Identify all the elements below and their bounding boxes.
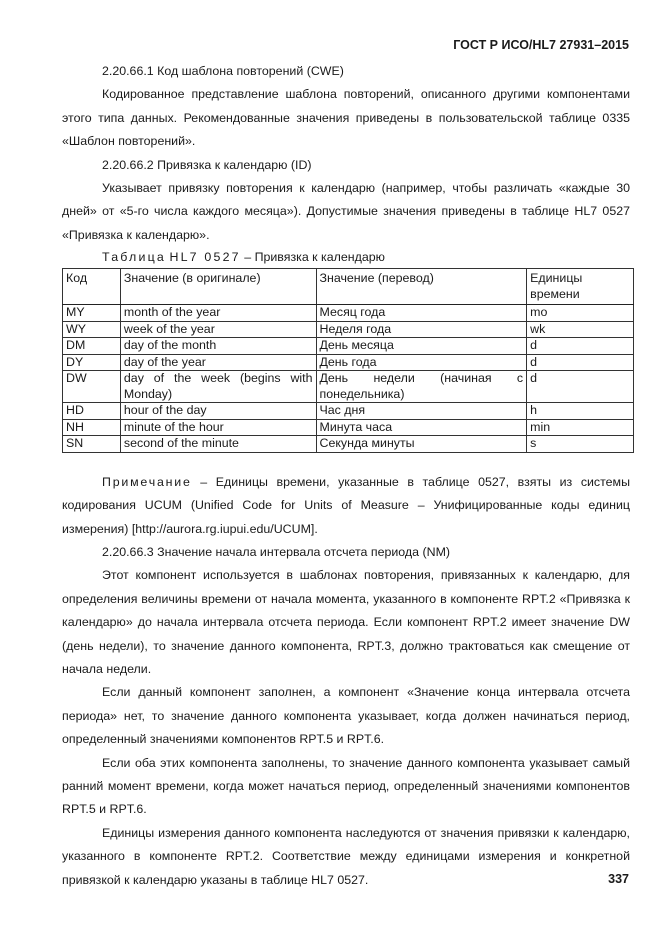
table-cell: Месяц года	[316, 305, 527, 322]
table-cell: second of the minute	[120, 436, 316, 453]
table-row	[63, 305, 634, 322]
table-cell: NH	[63, 419, 121, 436]
section-heading	[62, 541, 630, 564]
section-text: Указывает привязку повторения к календарю (например, чтобы различать «каждые 30 дней» от «5-го числа каждого месяца»). Допустимые значения приведены в таблице HL7 0527 «Привязка к календарю».	[62, 181, 630, 242]
table-cell: Секунда минуты	[316, 436, 527, 453]
table-cell: Час дня	[316, 403, 527, 420]
table-cell: mo	[527, 305, 634, 322]
table-cell: wk	[527, 321, 634, 338]
section-heading	[62, 60, 630, 83]
table-header-row	[63, 269, 634, 305]
table-cell: minute of the hour	[120, 419, 316, 436]
note-text: Единицы времени, указанные в таблице 0527, взяты из системы кодирования UCUM (Unified Code for Units of Measure – Унифицированные коды единиц измерения) [http://aurora.rg.iupui.edu/UCUM].	[62, 474, 630, 536]
table-row	[63, 338, 634, 355]
table-caption	[62, 247, 630, 267]
section-title: Значение начала интервала отсчета периода (NM)	[157, 544, 451, 559]
table-row	[63, 436, 634, 453]
table-cell: MY	[63, 305, 121, 322]
table-row	[63, 403, 634, 420]
table-header-cell: Код	[63, 269, 121, 305]
note-dash: –	[200, 474, 208, 489]
table-cell: hour of the day	[120, 403, 316, 420]
table-cell: DY	[63, 354, 121, 371]
table-cell: Неделя года	[316, 321, 527, 338]
table-caption-title: Привязка к календарю	[254, 250, 385, 265]
table-row	[63, 321, 634, 338]
table-header-cell: Значение (перевод)	[316, 269, 527, 305]
table-cell: week of the year	[120, 321, 316, 338]
section-heading	[62, 154, 630, 177]
table-cell: День месяца	[316, 338, 527, 355]
table-cell: Минута часа	[316, 419, 527, 436]
table-row	[63, 354, 634, 371]
table-header-cell: Единицы времени	[527, 269, 634, 305]
table-cell: DW	[63, 371, 121, 403]
table-row	[63, 371, 634, 403]
table-cell: HD	[63, 403, 121, 420]
table-cell: month of the year	[120, 305, 316, 322]
section-number: 2.20.66.1	[102, 64, 154, 78]
table-row	[63, 419, 634, 436]
table-cell: d	[527, 354, 634, 371]
table-note	[62, 471, 630, 541]
note-label: Примечание	[102, 474, 192, 489]
table-caption-id: HL7 0527	[169, 250, 241, 265]
table-caption-label: Таблица	[102, 250, 166, 265]
section-text: Кодированное представление шаблона повторений, описанного другими компонентами этого типа данных. Рекомендованные значения приведены в пользовательской таблице 0335 «Шаблон повторений».	[62, 87, 630, 149]
section-number: 2.20.66.3	[102, 544, 154, 559]
page-number: 337	[608, 872, 629, 886]
table-cell: День года	[316, 354, 527, 371]
standard-header: ГОСТ Р ИСО/HL7 27931–2015	[453, 38, 629, 52]
table-header-cell: Значение (в оригинале)	[120, 269, 316, 305]
section-number: 2.20.66.2	[102, 157, 154, 172]
table-cell: d	[527, 338, 634, 355]
body-paragraph: Этот компонент используется в шаблонах повторения, привязанных к календарю, для определения величины времени от начала момента, указанного в компоненте RPT.2 «Привязка к календарю» до начала интервала отсчета периода. Если компонент RPT.2 имеет значение DW (день недели), то значение данного компонента, RPT.3, должно трактоваться как смещение от начала недели.	[62, 568, 630, 676]
table-cell: day of the month	[120, 338, 316, 355]
table-cell: День недели (начиная с понедельника)	[316, 371, 527, 403]
page-content	[62, 60, 630, 892]
section-title: Код шаблона повторений (CWE)	[157, 64, 344, 78]
table-cell: WY	[63, 321, 121, 338]
table-cell: d	[527, 371, 634, 403]
table-cell: SN	[63, 436, 121, 453]
table-cell: h	[527, 403, 634, 420]
table-cell: min	[527, 419, 634, 436]
table-cell: day of the week (begins with Monday)	[120, 371, 316, 403]
body-paragraph: Единицы измерения данного компонента наследуются от значения привязки к календарю, указанного в компоненте RPT.2. Соответствие между единицами измерения и конкретной привязкой к календарю указаны в таблице HL7 0527.	[62, 825, 630, 887]
table-caption-dash: –	[244, 250, 252, 265]
calendar-alignment-table	[62, 268, 634, 453]
table-cell: day of the year	[120, 354, 316, 371]
table-cell: s	[527, 436, 634, 453]
section-title: Привязка к календарю (ID)	[157, 157, 312, 172]
table-cell: DM	[63, 338, 121, 355]
body-paragraph: Если данный компонент заполнен, а компонент «Значение конца интервала отсчета периода» нет, то значение данного компонента указывает, когда должен начинаться период, определенный значениями компонентов RPT.5 и RPT.6.	[62, 685, 630, 747]
body-paragraph: Если оба этих компонента заполнены, то значение данного компонента указывает самый ранний момент времени, когда может начаться период, определенный значениями компонентов RPT.5 и RPT.6.	[62, 755, 630, 817]
